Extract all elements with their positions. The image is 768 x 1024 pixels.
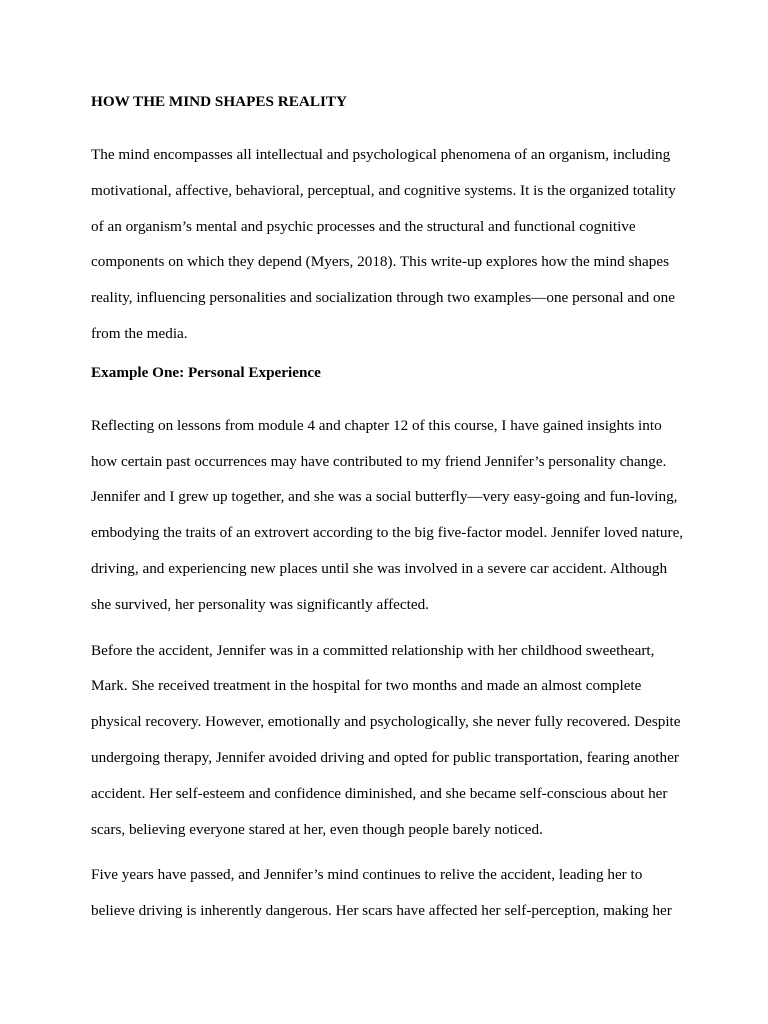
- document-body: [91, 91, 683, 929]
- text-line: scars, believing everyone stared at her, even though people barely noticed.: [91, 820, 543, 838]
- body-paragraph-1: [91, 408, 683, 623]
- text-line: driving, and experiencing new places until she was involved in a severe car accident. Although: [91, 559, 668, 577]
- text-line: physical recovery. However, emotionally and psychologically, she never fully recovered. Despite: [91, 713, 681, 731]
- section-heading: Example One: Personal Experience: [91, 363, 321, 381]
- text-line: motivational, affective, behavioral, perceptual, and cognitive systems. It is the organized totality: [91, 181, 676, 199]
- text-line: Five years have passed, and Jennifer’s mind continues to relive the accident, leading her to: [91, 866, 643, 884]
- text-line: from the media.: [91, 324, 188, 342]
- text-line: of an organism’s mental and psychic processes and the structural and functional cognitive: [91, 217, 636, 235]
- text-line: Mark. She received treatment in the hospital for two months and made an almost complete: [91, 677, 642, 695]
- intro-paragraph: [91, 137, 683, 352]
- text-line: The mind encompasses all intellectual and psychological phenomena of an organism, including: [91, 146, 671, 163]
- text-line: accident. Her self-esteem and confidence diminished, and she became self-conscious about her: [91, 784, 668, 802]
- body-paragraph-2: [91, 633, 683, 848]
- text-line: undergoing therapy, Jennifer avoided driving and opted for public transportation, fearing another: [91, 748, 679, 766]
- text-line: Before the accident, Jennifer was in a committed relationship with her childhood sweetheart,: [91, 641, 655, 659]
- text-line: how certain past occurrences may have contributed to my friend Jennifer’s personality change.: [91, 452, 667, 470]
- text-line: believe driving is inherently dangerous. Her scars have affected her self-perception, making her: [91, 902, 672, 920]
- text-line: components on which they depend (Myers, 2018). This write-up explores how the mind shapes: [91, 253, 669, 271]
- body-paragraph-3: [91, 857, 683, 929]
- text-line: she survived, her personality was significantly affected.: [91, 595, 429, 613]
- document-title: HOW THE MIND SHAPES REALITY: [91, 93, 347, 110]
- text-line: embodying the traits of an extrovert according to the big five-factor model. Jennifer loved nature,: [91, 524, 684, 542]
- text-line: reality, influencing personalities and socialization through two examples—one personal and one: [91, 289, 675, 307]
- text-line: Reflecting on lessons from module 4 and chapter 12 of this course, I have gained insights into: [91, 416, 662, 434]
- text-line: Jennifer and I grew up together, and she was a social butterfly—very easy-going and fun-loving,: [91, 488, 678, 506]
